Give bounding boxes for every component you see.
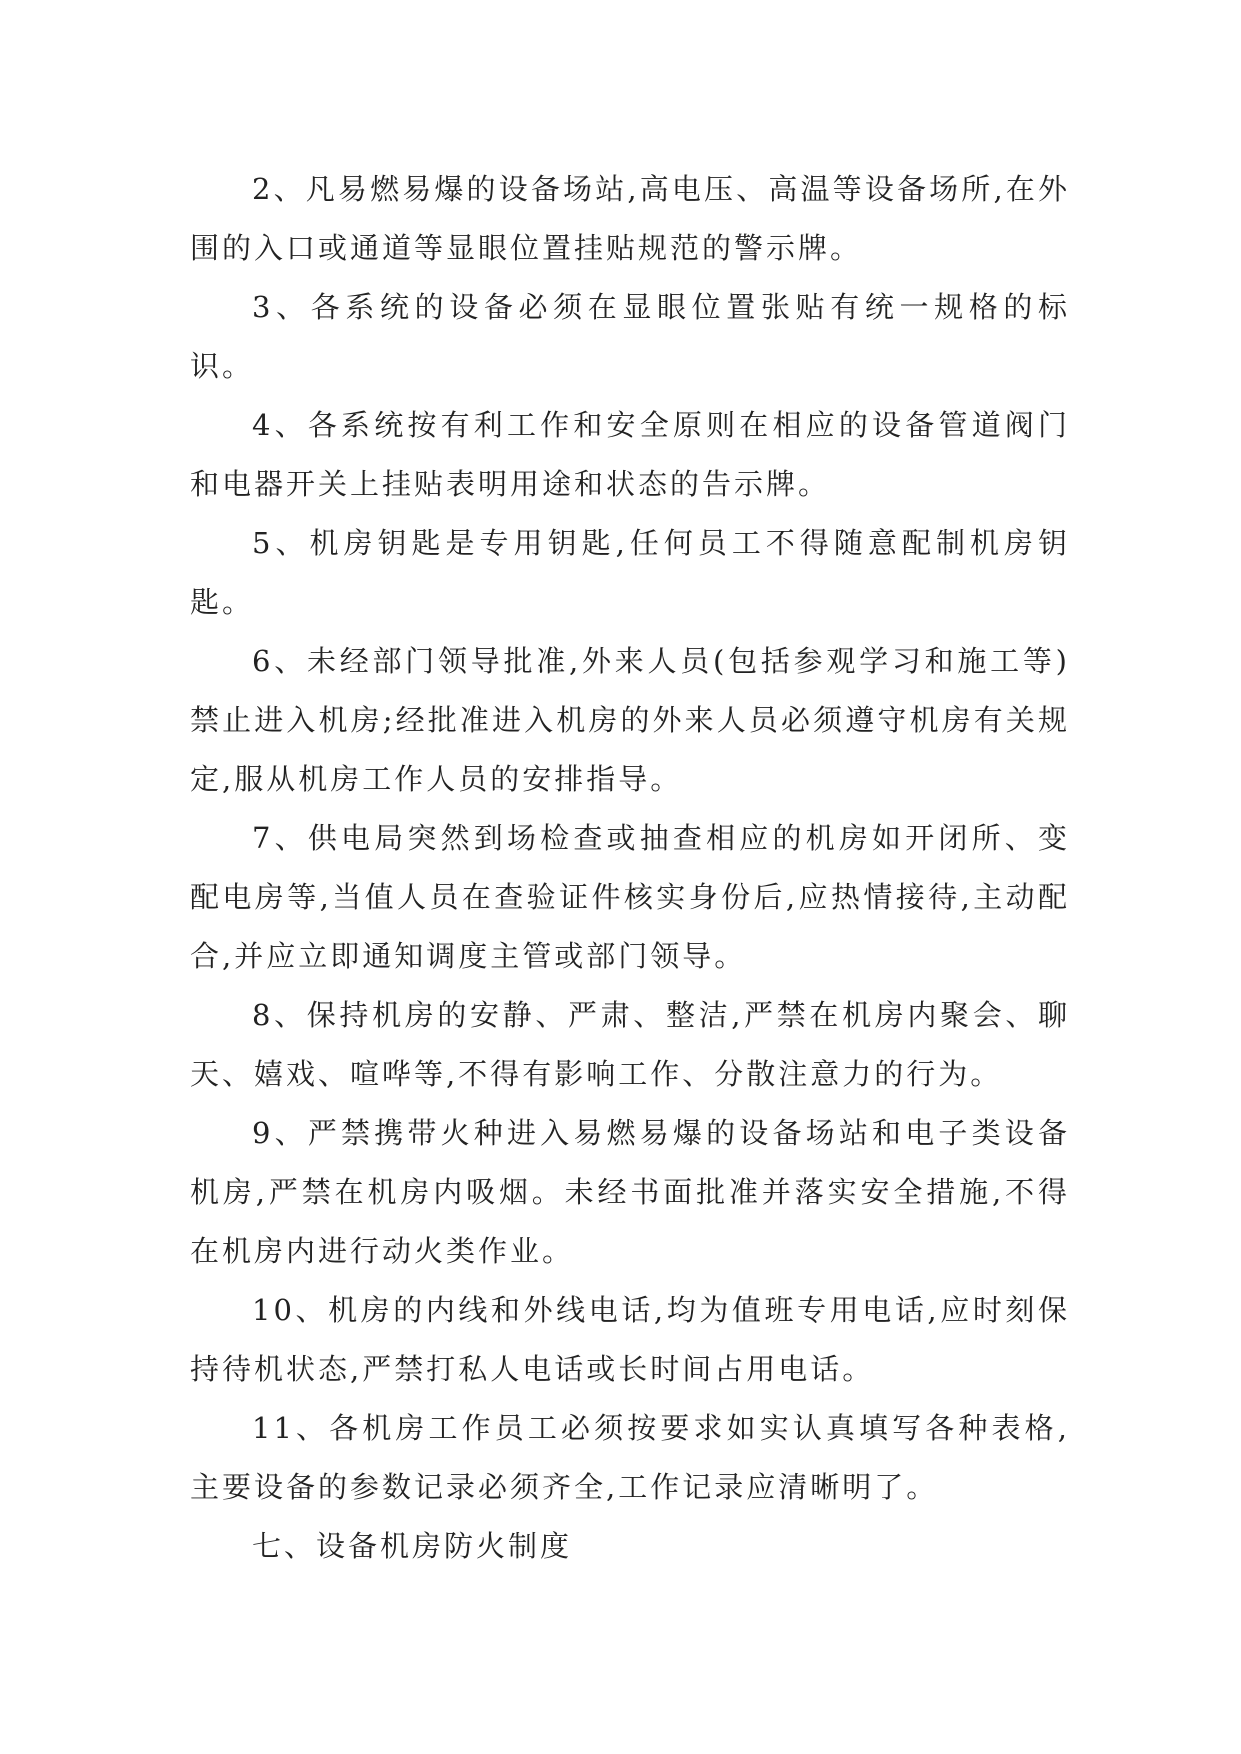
paragraph-item-8: 8、保持机房的安静、严肃、整洁,严禁在机房内聚会、聊天、嬉戏、喧哗等,不得有影响工作、分散注意力的行为。: [190, 998, 1070, 1091]
paragraph-item-4: 4、各系统按有利工作和安全原则在相应的设备管道阀门和电器开关上挂贴表明用途和状态的告示牌。: [190, 408, 1070, 501]
paragraph-item-9: 9、严禁携带火种进入易燃易爆的设备场站和电子类设备机房,严禁在机房内吸烟。未经书面批准并落实安全措施,不得在机房内进行动火类作业。: [190, 1116, 1070, 1268]
paragraph-item-11: 11、各机房工作员工必须按要求如实认真填写各种表格,主要设备的参数记录必须齐全,工作记录应清晰明了。: [190, 1411, 1070, 1504]
paragraph-item-10: 10、机房的内线和外线电话,均为值班专用电话,应时刻保持待机状态,严禁打私人电话或长时间占用电话。: [190, 1293, 1070, 1386]
paragraph-item-3: 3、各系统的设备必须在显眼位置张贴有统一规格的标识。: [190, 290, 1070, 383]
document-body: [190, 160, 1070, 1576]
paragraph-item-6: 6、未经部门领导批准,外来人员(包括参观学习和施工等)禁止进入机房;经批准进入机房的外来人员必须遵守机房有关规定,服从机房工作人员的安排指导。: [190, 644, 1070, 796]
section-heading: 七、设备机房防火制度: [252, 1529, 573, 1563]
paragraph-item-2: 2、凡易燃易爆的设备场站,高电压、高温等设备场所,在外围的入口或通道等显眼位置挂贴规范的警示牌。: [190, 172, 1070, 265]
paragraph-item-7: 7、供电局突然到场检查或抽查相应的机房如开闭所、变配电房等,当值人员在查验证件核实身份后,应热情接待,主动配合,并应立即通知调度主管或部门领导。: [190, 821, 1070, 973]
paragraph-item-5: 5、机房钥匙是专用钥匙,任何员工不得随意配制机房钥匙。: [190, 526, 1070, 619]
